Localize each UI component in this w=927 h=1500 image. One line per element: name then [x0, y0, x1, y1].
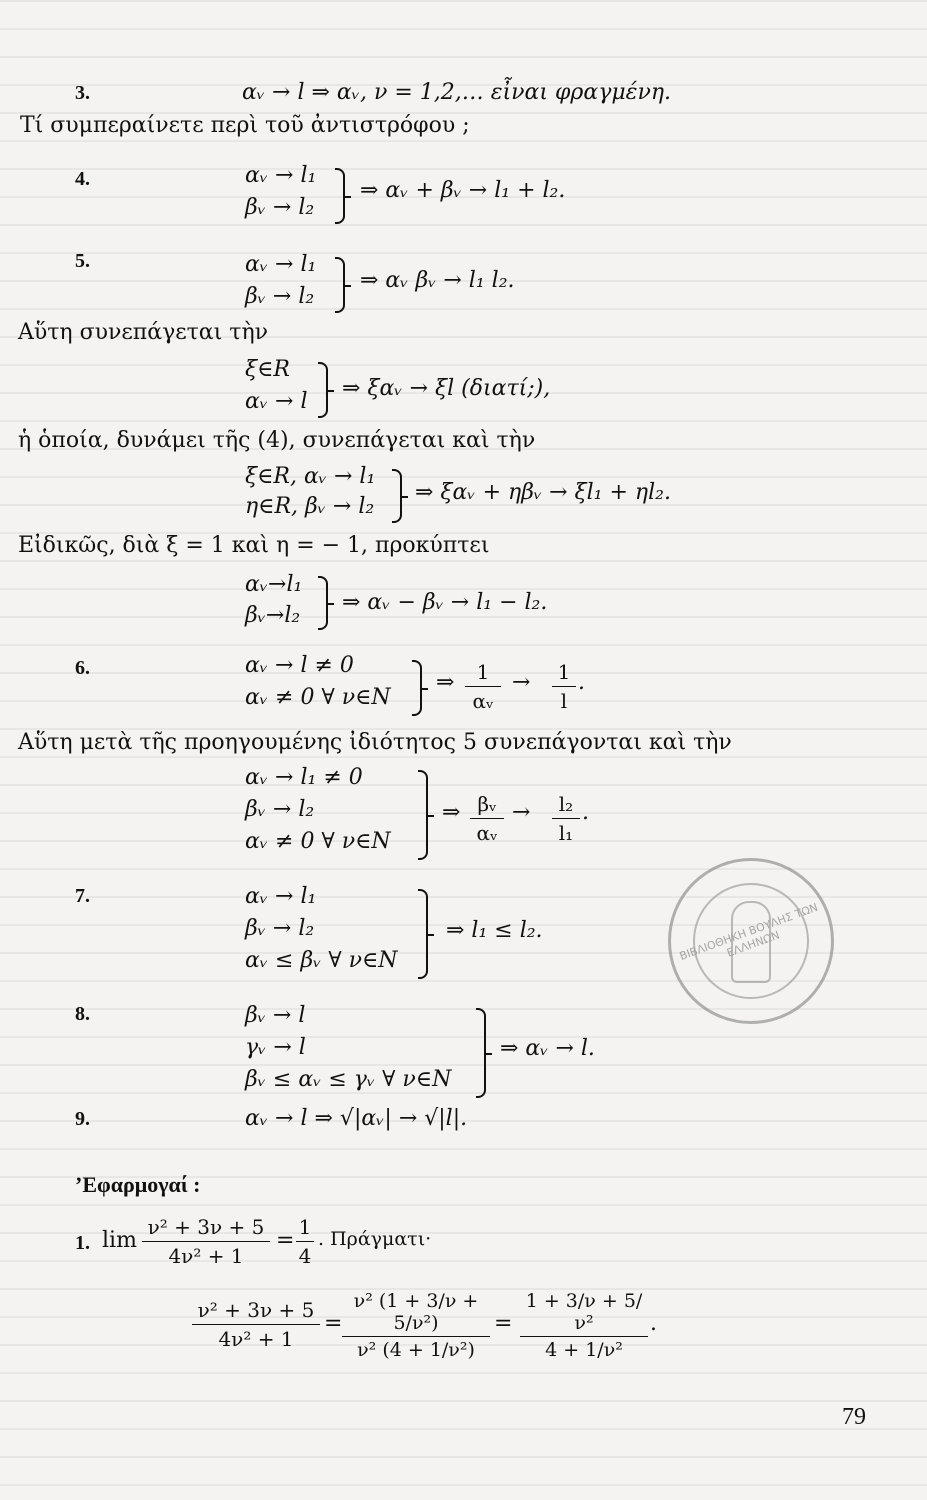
item-8-result: ⇒ αᵥ → l. [500, 1036, 595, 1061]
item-5-line-1: αᵥ → l₁ [245, 252, 317, 277]
item-number-5: 5. [75, 250, 90, 272]
numerator: 1 [557, 660, 571, 684]
quot-line-1: αᵥ → l₁ ≠ 0 [245, 765, 363, 790]
item-6-implies: ⇒ [436, 670, 455, 695]
applications-heading: ’Εφαρμογαί : [75, 1172, 201, 1197]
item-4-result: ⇒ αᵥ + βᵥ → l₁ + l₂. [360, 178, 566, 203]
numerator: ν² + 3ν + 5 [197, 1298, 315, 1322]
item-8-line-2: γᵥ → l [245, 1035, 306, 1060]
brace [418, 889, 428, 979]
stamp-text: ΒΙΒΛΙΟΘΗΚΗ ΒΟΥΛΗΣ ΤΩΝ ΕΛΛΗΝΩΝ [677, 900, 820, 964]
quarter-fraction [296, 1215, 314, 1268]
arrow: → [512, 800, 531, 825]
diff-result: ⇒ αᵥ − βᵥ → l₁ − l₂. [342, 590, 548, 615]
period: . [578, 670, 585, 695]
quot-line-3: αᵥ ≠ 0 ∀ ν∈N [245, 829, 391, 854]
xieta-line-1: ξ∈R, αᵥ → l₁ [245, 464, 376, 489]
item-7-line-3: αᵥ ≤ βᵥ ∀ ν∈N [245, 948, 398, 973]
library-stamp [668, 858, 834, 1024]
quot-implies: ⇒ [442, 800, 461, 825]
expanded-fraction-2 [342, 1290, 490, 1361]
item-number-7: 7. [75, 885, 90, 907]
xi-line-1: ξ∈R [245, 357, 290, 382]
fraction-bar [465, 686, 501, 687]
expanded-fraction-3 [520, 1290, 648, 1361]
brace [418, 770, 428, 860]
application-number-1: 1. [75, 1232, 90, 1254]
denominator: αᵥ [476, 821, 498, 845]
limit-fraction [142, 1215, 270, 1268]
item-number-8: 8. [75, 1003, 90, 1025]
denominator: l [560, 689, 568, 713]
denominator: 4ν² + 1 [218, 1327, 294, 1351]
denominator: l₁ [558, 821, 574, 845]
fraction-bar [142, 1241, 270, 1242]
fraction-bar [296, 1241, 314, 1242]
item-number-4: 4. [75, 168, 90, 190]
fraction-bar [192, 1324, 320, 1325]
item-8-line-3: βᵥ ≤ αᵥ ≤ γᵥ ∀ ν∈N [245, 1067, 452, 1092]
denominator: 4 [298, 1244, 312, 1268]
item-6-line-2: αᵥ ≠ 0 ∀ ν∈N [245, 685, 391, 710]
brace [412, 660, 422, 716]
diff-line-1: αᵥ→l₁ [245, 572, 303, 597]
item-number-9: 9. [75, 1108, 90, 1130]
quot-left-fraction [470, 792, 504, 845]
note-4: Αὕτη μετὰ τῆς προηγουμένης ἰδιότητος 5 συνεπάγονται καὶ τὴν [18, 730, 732, 755]
item-7-line-2: βᵥ → l₂ [245, 916, 315, 941]
arrow: → [512, 670, 531, 695]
note-1: Αὕτη συνεπάγεται τὴν [18, 320, 269, 345]
item-8-line-1: βᵥ → l [245, 1003, 306, 1028]
item-7-line-1: αᵥ → l₁ [245, 884, 317, 909]
item-6-left-fraction [465, 660, 501, 713]
brace [476, 1008, 486, 1098]
equals-sign: = [494, 1311, 513, 1336]
period: . [650, 1311, 657, 1336]
numerator: 1 + 3/ν + 5/ν² [525, 1290, 643, 1334]
item-5-line-2: βᵥ → l₂ [245, 284, 315, 309]
note-2: ἡ ὁποία, δυνάμει τῆς (4), συνεπάγεται καὶ τὴν [18, 428, 536, 453]
numerator: ν² (1 + 3/ν + 5/ν²) [353, 1290, 479, 1334]
item-5-result: ⇒ αᵥ βᵥ → l₁ l₂. [360, 268, 515, 293]
lim-label: lim [102, 1228, 137, 1253]
question-text: Τί συμπεραίνετε περὶ τοῦ ἀντιστρόφου ; [20, 113, 470, 138]
fraction-bar [520, 1336, 648, 1337]
equals-sign: = [324, 1311, 343, 1336]
fraction-bar [470, 818, 504, 819]
note-3: Εἰδικῶς, διὰ ξ = 1 καὶ η = − 1, προκύπτει [18, 533, 490, 558]
brace [335, 168, 345, 224]
quot-right-fraction [552, 792, 580, 845]
item-7-result: ⇒ l₁ ≤ l₂. [446, 918, 543, 943]
numerator: l₂ [558, 792, 574, 816]
item-4-line-1: αᵥ → l₁ [245, 163, 317, 188]
item-3-formula: αᵥ → l ⇒ αᵥ, ν = 1,2,… εἶναι φραγμένη. [242, 80, 672, 105]
numerator: 1 [298, 1215, 312, 1239]
fraction-bar [342, 1336, 490, 1337]
item-4-line-2: βᵥ → l₂ [245, 195, 315, 220]
quot-line-2: βᵥ → l₂ [245, 797, 315, 822]
xieta-line-2: η∈R, βᵥ → l₂ [245, 494, 375, 519]
denominator: 4 + 1/ν² [545, 1339, 623, 1361]
fraction-bar [552, 686, 576, 687]
denominator: ν² (4 + 1/ν²) [357, 1339, 475, 1361]
fraction-bar [552, 818, 580, 819]
xi-result: ⇒ ξαᵥ → ξl (διατί;), [342, 376, 551, 401]
period: . [582, 800, 589, 825]
item-number-3: 3. [75, 82, 90, 104]
brace [318, 362, 328, 418]
xieta-result: ⇒ ξαᵥ + ηβᵥ → ξl₁ + ηl₂. [415, 480, 671, 505]
item-9-formula: αᵥ → l ⇒ √|αᵥ| → √|l|. [245, 1106, 468, 1131]
numerator: 1 [476, 660, 490, 684]
numerator: ν² + 3ν + 5 [147, 1215, 265, 1239]
brace [392, 469, 402, 523]
page-number: 79 [842, 1404, 866, 1430]
denominator: 4ν² + 1 [168, 1244, 244, 1268]
item-6-line-1: αᵥ → l ≠ 0 [245, 653, 354, 678]
item-number-6: 6. [75, 657, 90, 679]
expanded-fraction-1 [192, 1298, 320, 1351]
brace [335, 257, 345, 313]
diff-line-2: βᵥ→l₂ [245, 603, 301, 628]
brace [318, 576, 328, 630]
denominator: αᵥ [472, 689, 494, 713]
item-6-right-fraction [552, 660, 576, 713]
numerator: βᵥ [477, 792, 497, 816]
pragmati-text: . Πράγματι· [318, 1228, 432, 1250]
equals-sign: = [276, 1228, 295, 1253]
xi-line-2: αᵥ → l [245, 389, 308, 414]
